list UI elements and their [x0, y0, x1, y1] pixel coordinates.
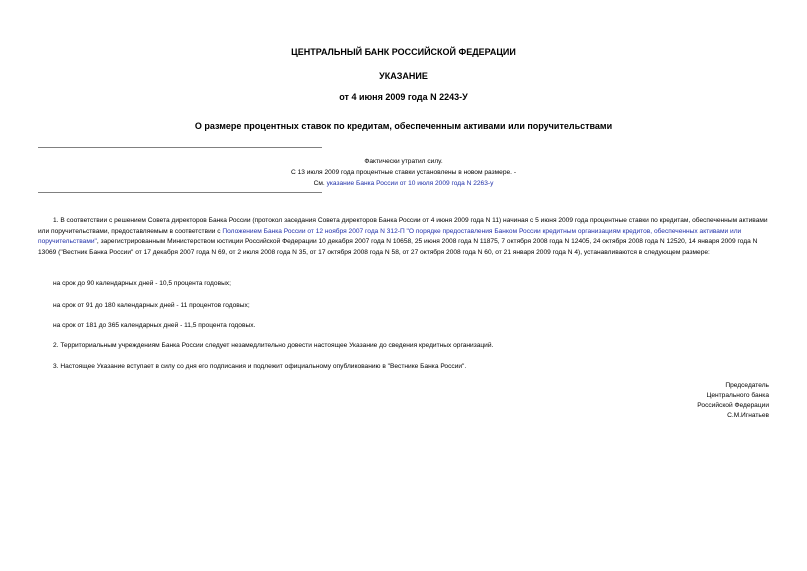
note-line-3-prefix: См.: [313, 180, 327, 187]
signature-block: [697, 381, 769, 421]
organization-title: ЦЕНТРАЛЬНЫЙ БАНК РОССИЙСКОЙ ФЕДЕРАЦИИ: [291, 47, 516, 57]
rate-item-90-days: на срок до 90 календарных дней - 10,5 процента годовых;: [53, 280, 231, 287]
document-type: УКАЗАНИЕ: [379, 71, 428, 81]
paragraph-1: [38, 216, 774, 258]
document-date-number: от 4 июня 2009 года N 2243-У: [339, 92, 468, 102]
paragraph-3: 3. Настоящее Указание вступает в силу со дня его подписания и подлежит официальному опубликованию в "Вестнике Банка России".: [53, 363, 467, 370]
signature-name: С.М.Игнатьев: [727, 412, 769, 419]
signature-position: Председатель: [725, 382, 769, 389]
document-subject: О размере процентных ставок по кредитам, обеспеченным активами или поручительствами: [194, 121, 613, 131]
rate-item-365-days: на срок от 181 до 365 календарных дней - 11,5 процента годовых.: [53, 322, 256, 329]
note-line-1: Фактически утратил силу.: [364, 158, 443, 165]
note-line-2: С 13 июля 2009 года процентные ставки установлены в новом размере. -: [290, 169, 517, 176]
signature-organization: Центрального банка: [706, 392, 769, 399]
note-divider-bottom: [38, 192, 322, 193]
signature-country: Российской Федерации: [697, 402, 769, 409]
paragraph-1-text-start: 1. В соответствии с решением Совета директоров Банка России (протокол заседания Совета директоров Банка России от 4 июня 2009 года N 11) начиная с 5 июня 2009 года процентные ставки по кредитам, обеспеченным активами или поручительствами, предоставляемым в соответствии с: [38, 217, 768, 235]
note-divider-top: [38, 147, 322, 148]
regulation-312-p-link[interactable]: Положением Банка России от 12 ноября 2007 года N 312-П "О порядке предоставления Банком России кредитным организациям кредитов, обеспеченных активами или поручительствами": [38, 227, 742, 245]
note-line-3: [0, 179, 807, 189]
paragraph-2: 2. Территориальным учреждениям Банка России следует незамедлительно довести настоящее Указание до сведения кредитных организаций.: [53, 342, 494, 349]
rate-item-180-days: на срок от 91 до 180 календарных дней - 11 процентов годовых;: [53, 302, 250, 309]
replacing-decree-link[interactable]: указание Банка России от 10 июля 2009 года N 2263-у: [326, 180, 494, 187]
paragraph-1-text-end: , зарегистрированным Министерством юстиции Российской Федерации 10 декабря 2007 года N 10658, 25 июня 2008 года N 11875, 7 октября 2008 года N 12405, 24 октября 2008 года N 12520, 14 января 2009 года N 13069 ("Вестник Банка России" от 17 декабря 2007 года N 69, от 2 июля 2008 года N 35, от 17 октября 2008 года N 58, от 27 октября 2008 года N 60, от 21 января 2009 года N 4), устанавливаются в следующем размере:: [38, 238, 758, 256]
